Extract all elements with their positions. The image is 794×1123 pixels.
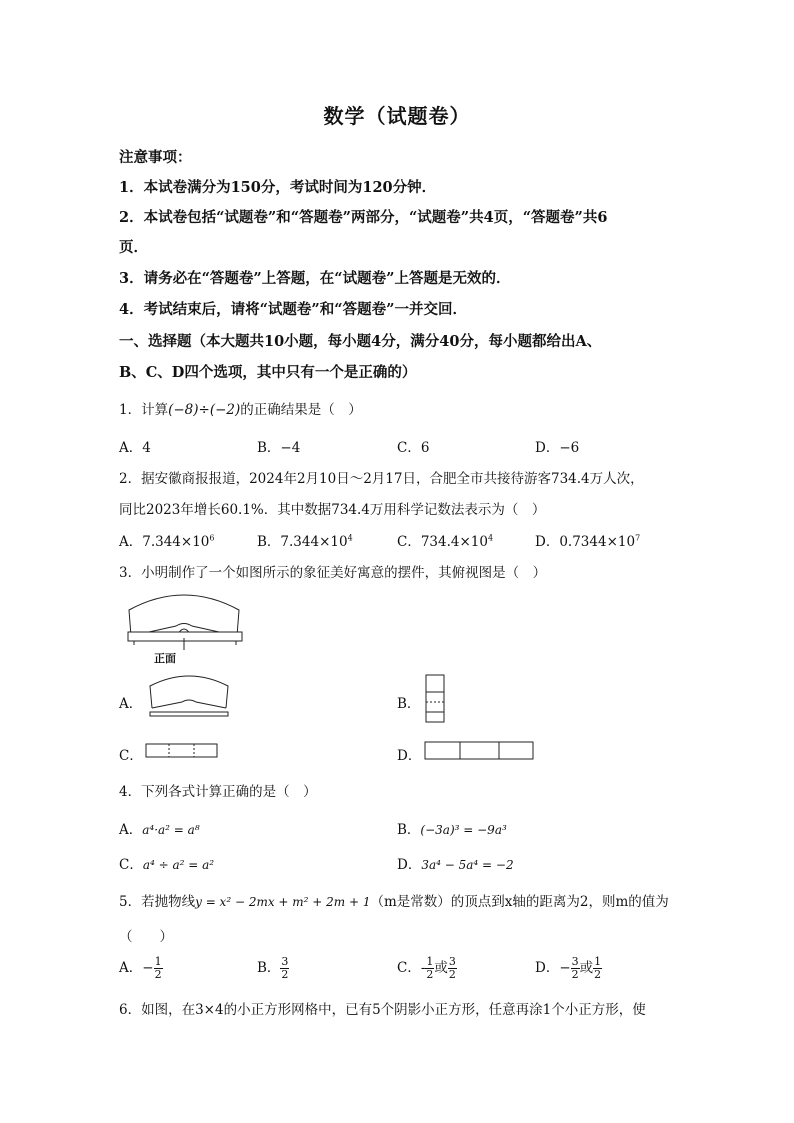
q4-option-a [119, 818, 200, 838]
question-2-stem-cont: 同比2023年增长60.1%．其中数据734.4万用科学记数法表示为（ ） [119, 502, 546, 518]
page-title: 数学（试题卷） [323, 104, 471, 128]
q5-option-d-denominator-1: 2 [571, 968, 579, 981]
q1-option-d: D．−6 [535, 440, 580, 456]
q1-option-a: A．4 [119, 440, 151, 456]
q1-stem-pre: 1．计算 [119, 402, 169, 418]
q2-option-b-base: 7.344×10 [280, 534, 348, 550]
q1-option-b: B．−4 [257, 440, 301, 456]
question-5-stem-cont: （ ） [119, 929, 173, 945]
q2-option-a [119, 530, 214, 550]
q5-option-a-numerator: 1 [154, 955, 162, 968]
q3-option-b-figure [425, 674, 447, 724]
q5-option-d-numerator-1: 3 [571, 955, 579, 968]
q2-option-d-label: D． [535, 534, 560, 550]
q5-option-c-fraction-2 [448, 956, 457, 981]
question-2-stem: 2．据安徽商报报道，2024年2月10日～2月17日，合肥全市共接待游客734.4万人次， [119, 471, 644, 487]
q2-option-a-exponent: 6 [209, 533, 215, 543]
question-3-stem: 3．小明制作了一个如图所示的象征美好寓意的摆件，其俯视图是（ ） [119, 565, 547, 581]
q5-option-c-or: 或 [434, 960, 448, 976]
q2-option-c-label: C． [397, 534, 421, 550]
q4-option-c [119, 853, 214, 873]
q1-expression: (−8)÷(−2) [168, 402, 241, 418]
q4-option-a-text: a⁴·a² = a⁸ [142, 823, 200, 837]
q5-option-a-sign: − [142, 960, 154, 976]
q5-option-d [535, 956, 602, 981]
q3-option-d-label: D． [397, 748, 422, 764]
section-1-header: 一、选择题（本大题共10小题，每小题4分，满分40分，每小题都给出A、 [119, 333, 602, 350]
q2-option-a-base: 7.344×10 [142, 534, 210, 550]
q2-option-a-label: A． [119, 534, 143, 550]
q5-stem-mid: （m是常数）的顶点到x轴的距离为2，则m的值为 [370, 894, 669, 910]
q5-option-c [397, 956, 457, 981]
q2-option-d-exponent: 7 [635, 533, 641, 543]
q3-option-a-figure [148, 674, 230, 720]
q3-option-c-figure [145, 743, 219, 759]
q4-option-c-text: a⁴ ÷ a² = a² [142, 858, 215, 872]
q4-option-c-label: C． [119, 857, 143, 873]
q5-option-b-fraction [280, 956, 289, 981]
q5-option-d-fraction-2 [593, 956, 602, 981]
q5-option-c-label: C． [397, 960, 421, 976]
q3-option-d-figure [424, 741, 536, 761]
q5-option-a-denominator: 2 [154, 968, 162, 981]
question-1-stem [119, 398, 362, 418]
q1-stem-post: 的正确结果是（ ） [240, 402, 362, 418]
q5-option-c-denominator-1: 2 [426, 968, 434, 981]
q5-option-b-label: B． [257, 960, 281, 976]
q2-option-d [535, 530, 640, 550]
section-1-header-cont: B、C、D四个选项，其中只有一个是正确的） [119, 364, 417, 381]
q5-option-b-denominator: 2 [281, 968, 289, 981]
q2-option-d-base: 0.7344×10 [559, 534, 636, 550]
q4-option-b-label: B． [397, 822, 421, 838]
front-view-label: 正面 [154, 652, 176, 665]
q5-option-c-numerator-2: 3 [448, 955, 456, 968]
q3-option-a-label: A． [119, 696, 143, 712]
q5-option-c-sign: - [420, 960, 426, 976]
q5-option-a [119, 956, 163, 981]
q3-option-c-label: C． [119, 748, 143, 764]
q5-option-d-sign: − [559, 960, 571, 976]
q5-option-d-or: 或 [579, 960, 594, 976]
q4-option-d-label: D． [397, 857, 422, 873]
ornament-figure [126, 588, 246, 666]
q5-option-c-numerator-1: 1 [426, 955, 434, 968]
q5-option-d-numerator-2: 1 [594, 955, 602, 968]
q5-option-d-denominator-2: 2 [594, 968, 602, 981]
q5-option-a-label: A． [119, 960, 143, 976]
q5-option-d-fraction-1 [571, 956, 580, 981]
q1-option-c: C．6 [397, 440, 430, 456]
q5-option-b-numerator: 3 [281, 955, 289, 968]
q3-option-b-label: B． [397, 696, 421, 712]
q5-option-a-fraction [154, 956, 163, 981]
q2-option-c-base: 734.4×10 [420, 534, 488, 550]
q5-expression: y = x² − 2mx + m² + 2m + 1 [195, 895, 371, 909]
q5-option-c-denominator-2: 2 [448, 968, 456, 981]
q4-option-d-text: 3a⁴ − 5a⁴ = −2 [421, 858, 514, 872]
q2-option-b-label: B． [257, 534, 281, 550]
q5-stem-pre: 5．若抛物线 [119, 894, 196, 910]
q4-option-d [397, 853, 514, 873]
question-6-stem: 6．如图，在3×4的小正方形网格中，已有5个阴影小正方形，任意再涂1个小正方形，使 [119, 1002, 646, 1018]
q5-option-d-label: D． [535, 960, 560, 976]
q5-option-b [257, 956, 289, 981]
q2-option-b-exponent: 4 [347, 533, 353, 543]
q4-option-a-label: A． [119, 822, 143, 838]
question-4-stem: 4．下列各式计算正确的是（ ） [119, 784, 317, 800]
notice-item-2-cont: 页． [119, 239, 148, 256]
q4-option-b [397, 818, 507, 838]
notice-heading: 注意事项： [119, 149, 192, 166]
q4-option-b-text: (−3a)³ = −9a³ [420, 823, 507, 837]
notice-item-2: 2．本试卷包括“试题卷”和“答题卷”两部分，“试题卷”共4页，“答题卷”共6 [119, 209, 608, 226]
q2-option-c-exponent: 4 [487, 533, 494, 543]
notice-item-3: 3．请务必在“答题卷”上答题，在“试题卷”上答题是无效的． [119, 270, 511, 287]
question-5-stem [119, 890, 669, 910]
notice-item-1: 1．本试卷满分为150分，考试时间为120分钟． [119, 179, 437, 196]
q2-option-c [397, 530, 493, 550]
notice-item-4: 4．考试结束后，请将“试题卷”和“答题卷”一并交回． [119, 301, 467, 318]
q2-option-b [257, 530, 353, 550]
